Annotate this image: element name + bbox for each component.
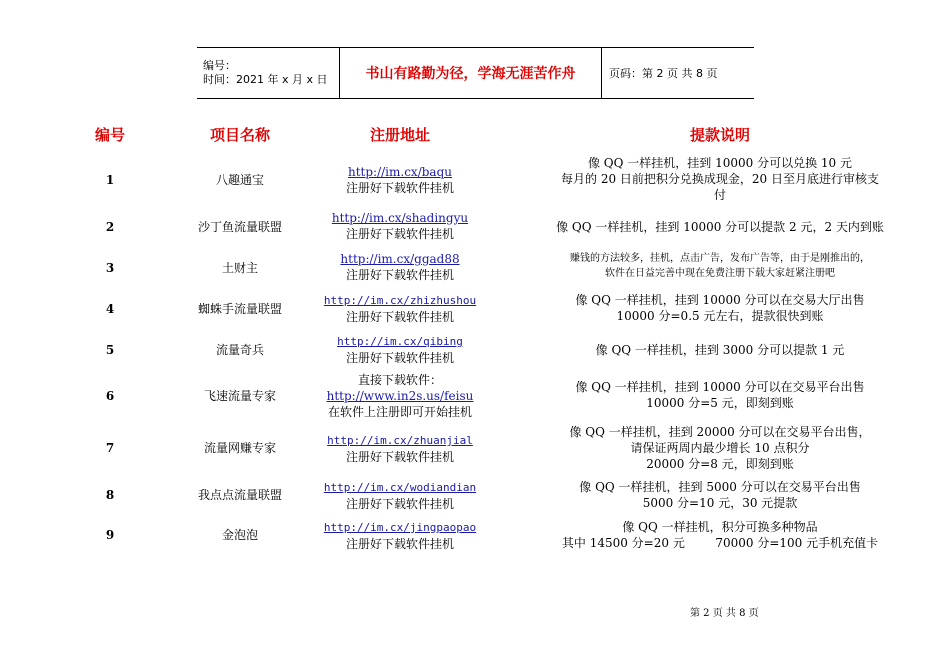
row-desc <box>520 219 920 235</box>
desc-line: 20000 分=8 元，即刻到账 <box>646 457 794 471</box>
row-name: 沙丁鱼流量联盟 <box>197 220 282 234</box>
row-no: 2 <box>105 220 115 234</box>
desc-line: 10000 分=5 元，即刻到账 <box>646 396 794 410</box>
row-url-cell <box>320 333 480 366</box>
url-note: 注册好下载软件挂机 <box>345 497 454 511</box>
row-url-cell <box>320 292 480 325</box>
register-link[interactable]: http://im.cx/shadingyu <box>331 211 469 225</box>
url-pre-note: 直接下载软件： <box>357 373 442 387</box>
desc-line: 像 QQ 一样挂机，挂到 10000 分可以在交易大厅出售 <box>575 293 865 307</box>
desc-line: 像 QQ 一样挂机，挂到 10000 分可以提款 2 元，2 天内到账 <box>556 220 884 234</box>
download-link[interactable]: http://www.in2s.us/feisu <box>326 389 474 403</box>
row-desc <box>520 292 920 324</box>
row-name: 我点点流量联盟 <box>197 488 282 502</box>
row-url-cell <box>320 251 480 283</box>
row-no: 5 <box>105 343 115 357</box>
desc-line: 付 <box>713 188 726 202</box>
row-url-cell <box>320 519 480 552</box>
row-desc <box>520 519 920 551</box>
desc-line: 赚钱的方法较多，挂机，点击广告，发布广告等，由于是刚推出的， <box>570 253 870 264</box>
desc-line: 请保证两周内最少增长 10 点积分 <box>630 441 810 455</box>
code-label: 编号： <box>203 59 236 72</box>
row-name: 流量奇兵 <box>215 343 264 357</box>
header-motto <box>340 48 602 98</box>
row-url-cell <box>320 164 480 196</box>
motto-text: 书山有路勤为径，学海无涯苦作舟 <box>365 66 576 82</box>
desc-line: 其中 14500 分=20 元 70000 分=100 元手机充值卡 <box>561 536 879 550</box>
row-no: 7 <box>105 441 115 455</box>
register-link[interactable]: http://im.cx/jingpaopao <box>323 521 477 534</box>
header-name: 项目名称 <box>209 126 270 144</box>
header-page-info <box>602 48 754 98</box>
row-no: 1 <box>105 173 115 187</box>
desc-line: 每月的 20 日前把积分兑换成现金，20 日至月底进行审核支 <box>561 172 879 186</box>
header-url: 注册地址 <box>369 126 430 144</box>
desc-line: 像 QQ 一样挂机，挂到 10000 分可以在交易平台出售 <box>575 380 865 394</box>
row-desc <box>520 379 920 411</box>
row-no: 4 <box>105 302 115 316</box>
row-desc <box>520 479 920 511</box>
row-desc <box>520 251 920 281</box>
header-no: 编号 <box>94 126 125 144</box>
url-note: 注册好下载软件挂机 <box>345 181 454 195</box>
url-note: 注册好下载软件挂机 <box>345 351 454 365</box>
register-link[interactable]: http://im.cx/zhizhushou <box>323 294 477 307</box>
register-link[interactable]: http://im.cx/ggad88 <box>340 252 460 266</box>
desc-line: 像 QQ 一样挂机，挂到 20000 分可以在交易平台出售， <box>569 425 871 439</box>
row-url-cell <box>320 372 480 420</box>
url-note: 注册好下载软件挂机 <box>345 268 454 282</box>
register-link[interactable]: http://im.cx/baqu <box>348 165 452 179</box>
desc-line: 10000 分=0.5 元左右，提款很快到账 <box>616 309 824 323</box>
row-name: 金泡泡 <box>221 528 258 542</box>
desc-line: 像 QQ 一样挂机，积分可换多种物品 <box>622 520 818 534</box>
register-link[interactable]: http://im.cx/zhuanjial <box>327 434 473 447</box>
register-link[interactable]: http://im.cx/qibing <box>337 335 463 348</box>
header-meta <box>197 48 340 98</box>
url-note: 注册好下载软件挂机 <box>345 310 454 324</box>
page-header <box>197 47 754 99</box>
desc-line: 像 QQ 一样挂机，挂到 5000 分可以在交易平台出售 <box>579 480 861 494</box>
row-url-cell <box>320 432 480 465</box>
row-desc <box>520 424 920 472</box>
row-name: 蜘蛛手流量联盟 <box>197 302 282 316</box>
row-name: 八趣通宝 <box>215 173 264 187</box>
row-name: 流量网赚专家 <box>203 441 276 455</box>
row-name: 土财主 <box>221 261 258 275</box>
page-footer: 第 2 页 共 8 页 <box>690 608 759 619</box>
row-name: 飞速流量专家 <box>203 389 276 403</box>
url-note: 注册好下载软件挂机 <box>345 450 454 464</box>
register-link[interactable]: http://im.cx/wodiandian <box>323 481 477 494</box>
row-no: 6 <box>105 389 115 403</box>
desc-line: 软件在日益完善中现在免费注册下载大家赶紧注册吧 <box>605 268 835 279</box>
row-desc <box>520 155 920 203</box>
url-note: 注册好下载软件挂机 <box>345 537 454 551</box>
row-no: 8 <box>105 488 115 502</box>
time-label: 时间：2021 年 x 月 x 日 <box>203 73 328 86</box>
desc-line: 5000 分=10 元，30 元提款 <box>642 496 798 510</box>
row-url-cell <box>320 479 480 512</box>
desc-line: 像 QQ 一样挂机，挂到 10000 分可以兑换 10 元 <box>587 156 852 170</box>
header-desc: 提款说明 <box>689 126 750 144</box>
page-info-text: 页码：第 2 页 共 8 页 <box>609 67 718 80</box>
url-note: 注册好下载软件挂机 <box>345 227 454 241</box>
url-note: 在软件上注册即可开始挂机 <box>327 405 472 419</box>
desc-line: 像 QQ 一样挂机，挂到 3000 分可以提款 1 元 <box>595 343 845 357</box>
row-no: 3 <box>105 261 115 275</box>
row-url-cell <box>320 210 480 242</box>
row-desc <box>520 342 920 358</box>
row-no: 9 <box>105 528 115 542</box>
